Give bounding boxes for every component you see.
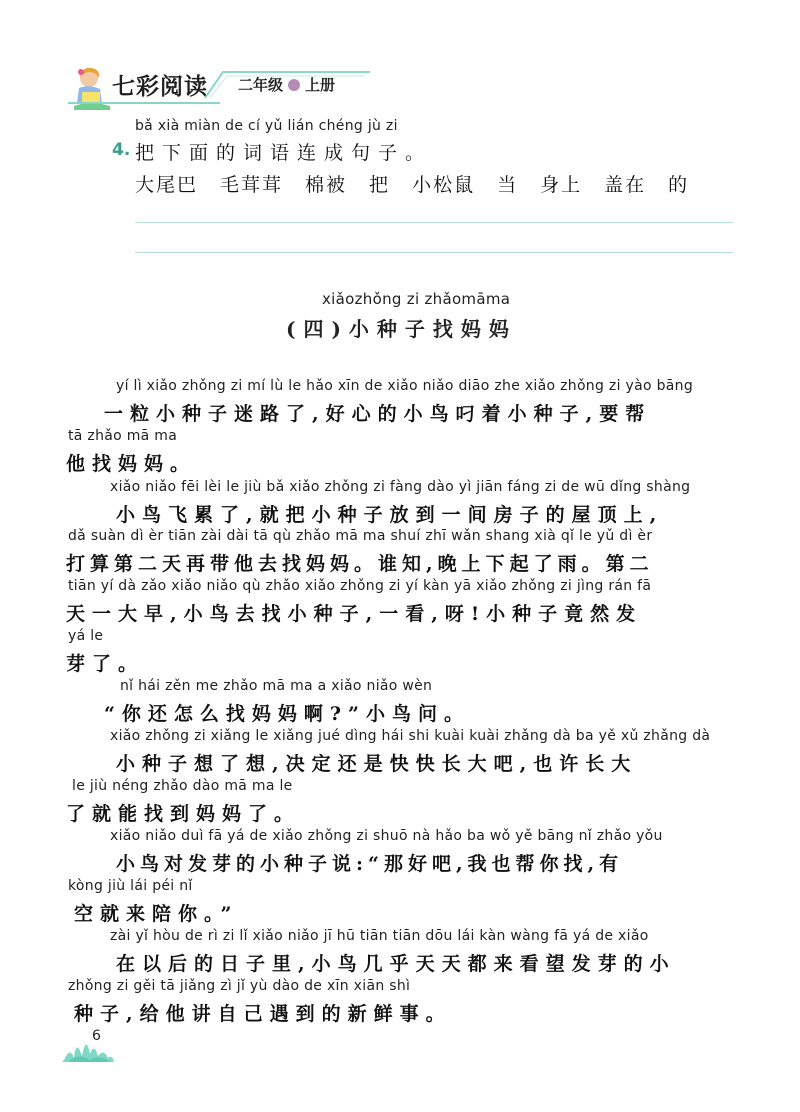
story-title: (四)小种子找妈妈 (286, 317, 517, 341)
story-line: 在以后的日子里,小鸟几乎天天都来看望发芽的小 (116, 953, 676, 975)
story-line: 打算第二天再带他去找妈妈。谁知,晚上下起了雨。第二 (66, 553, 654, 575)
exercise-number: 4. (112, 140, 131, 160)
story-line: 小种子想了想,决定还是快快长大吧,也许长大 (116, 753, 638, 775)
word-item: 盖在 (604, 174, 647, 196)
volume-text: 上册 (305, 76, 336, 94)
grass-splash-icon (60, 1024, 116, 1064)
word-item: 棉被 (305, 174, 348, 196)
story-line: 芽了。 (66, 653, 145, 675)
story-line: 种子,给他讲自己遇到的新鲜事。 (74, 1003, 452, 1025)
story-title-pinyin: xiǎozhǒng zi zhǎomāma (322, 290, 511, 308)
story-pinyin: kòng jiù lái péi nǐ (68, 878, 193, 894)
story-line: 小鸟飞累了,就把小种子放到一间房子的屋顶上, (116, 504, 664, 526)
story-pinyin: zhǒng zi gěi tā jiǎng zì jǐ yù dào de xīn xiān shì (68, 978, 411, 994)
story-pinyin: zài yǐ hòu de rì zi lǐ xiǎo niǎo jī hū tiān tiān dōu lái kàn wàng fā yá de xiǎo (110, 928, 649, 944)
series-title: 七彩阅读 (112, 74, 208, 100)
word-item: 小松鼠 (412, 174, 476, 196)
story-line: “你还怎么找妈妈啊?”小鸟问。 (104, 703, 470, 725)
story-line: 了就能找到妈妈了。 (66, 803, 301, 825)
page-number: 6 (92, 1028, 101, 1044)
grade-text: 二年级 (238, 76, 284, 94)
word-item: 把 (369, 174, 391, 196)
story-line: 一粒小种子迷路了,好心的小鸟叼着小种子,要帮 (104, 403, 652, 425)
word-bank (135, 170, 711, 197)
answer-line[interactable] (135, 252, 733, 253)
story-pinyin: yí lì xiǎo zhǒng zi mí lù le hǎo xīn de xiǎo niǎo diāo zhe xiǎo zhǒng zi yào bāng (116, 378, 694, 394)
story-pinyin: xiǎo zhǒng zi xiǎng le xiǎng jué dìng hái shi kuài kuài zhǎng dà ba yě xǔ zhǎng dà (110, 728, 711, 744)
story-pinyin: le jiù néng zhǎo dào mā ma le (72, 778, 293, 794)
word-item: 大尾巴 (135, 174, 199, 196)
word-item: 身上 (540, 174, 583, 196)
grade-dot-icon (288, 79, 300, 91)
story-pinyin: nǐ hái zěn me zhǎo mā ma a xiǎo niǎo wèn (120, 678, 433, 694)
word-item: 毛茸茸 (220, 174, 284, 196)
story-pinyin: dǎ suàn dì èr tiān zài dài tā qù zhǎo mā ma shuí zhī wǎn shang xià qǐ le yǔ dì èr (68, 528, 653, 544)
story-line: 他找妈妈。 (66, 453, 197, 475)
story-line: 天一大早,小鸟去找小种子,一看,呀!小种子竟然发 (66, 603, 643, 625)
story-pinyin: tiān yí dà zǎo xiǎo niǎo qù zhǎo xiǎo zhǒng zi yí kàn yā xiǎo zhǒng zi jìng rán fā (68, 578, 652, 594)
story-pinyin: xiǎo niǎo fēi lèi le jiù bǎ xiǎo zhǒng zi fàng dào yì jiān fáng zi de wū dǐng shàng (110, 479, 691, 495)
story-line: 小鸟对发芽的小种子说:“那好吧,我也帮你找,有 (116, 853, 624, 875)
story-pinyin: xiǎo niǎo duì fā yá de xiǎo zhǒng zi shuō nà hǎo ba wǒ yě bāng nǐ zhǎo yǒu (110, 828, 663, 844)
story-pinyin: tā zhǎo mā ma (68, 428, 178, 444)
word-item: 当 (497, 174, 519, 196)
exercise-instruction: 把下面的词语连成句子。 (135, 142, 433, 164)
header-underline (68, 102, 220, 104)
answer-line[interactable] (135, 222, 733, 223)
grade-label (238, 74, 335, 95)
story-line: 空就来陪你。” (74, 903, 239, 925)
story-pinyin: yá le (68, 628, 104, 644)
word-item: 的 (668, 174, 690, 196)
exercise-pinyin: bǎ xià miàn de cí yǔ lián chéng jù zi (135, 118, 398, 134)
